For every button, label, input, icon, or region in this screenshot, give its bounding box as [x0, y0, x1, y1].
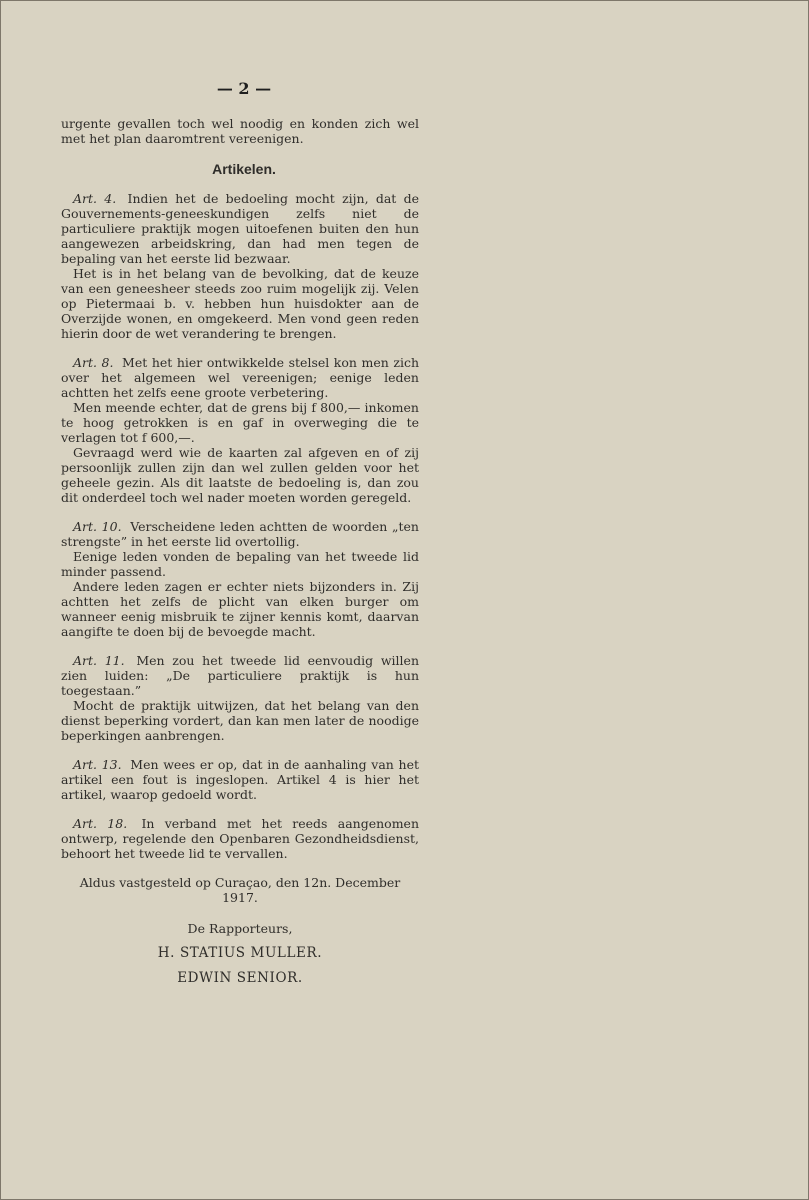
article-text: In verband met het reeds aangenomen ontwerp, regelende den Openbaren Gezondheidsdienst, behoort het tweede lid te vervallen.: [61, 816, 419, 861]
article-label: Art. 8.: [73, 355, 114, 370]
article-block-18: [61, 816, 419, 861]
article-label: Art. 4.: [73, 191, 117, 206]
article-paragraph: Eenige leden vonden de bepaling van het tweede lid minder passend.: [61, 549, 419, 579]
article-paragraph: Het is in het belang van de bevolking, dat de keuze van een geneesheer steeds zoo ruim mogelijk zij. Velen op Pietermaai b. v. hebben hun huisdokter aan de Overzijde wonen, en omgekeerd. Men vond geen reden hierin door de wet verandering te brengen.: [61, 266, 419, 341]
article-paragraph: Men meende echter, dat de grens bij f 800,— inkomen te hoog getrokken is en gaf in overweging die te verlagen tot f 600,—.: [61, 400, 419, 445]
article-paragraph: [61, 355, 419, 400]
article-label: Art. 11.: [73, 653, 125, 668]
article-text: Verscheidene leden achtten de woorden „ten strengste” in het eerste lid overtollig.: [61, 519, 419, 549]
article-paragraph: Gevraagd werd wie de kaarten zal afgeven en of zij persoonlijk zullen zijn dan wel zullen gelden voor het geheele gezin. Als dit laatste de bedoeling is, dan zou dit onderdeel toch wel nader moeten worden geregeld.: [61, 445, 419, 505]
article-label: Art. 18.: [73, 816, 128, 831]
date-line: Aldus vastgesteld op Curaçao, den 12n. December 1917.: [79, 875, 401, 905]
article-paragraph: [61, 191, 419, 266]
article-block-11: [61, 653, 419, 743]
article-block-13: [61, 757, 419, 802]
article-label: Art. 13.: [73, 757, 122, 772]
section-title: Artikelen.: [212, 161, 276, 177]
article-paragraph: Andere leden zagen er echter niets bijzonders in. Zij achtten het zelfs de plicht van elken burger om wanneer eenig misbruik te zijner kennis komt, daarvan aangifte te doen bij de bevoegde macht.: [61, 579, 419, 639]
signatory-name: H. STATIUS MULLER.: [157, 945, 323, 961]
bleed-through-shadow: [638, 61, 788, 201]
page-number: — 2 —: [216, 79, 272, 98]
article-paragraph: [61, 757, 419, 802]
article-paragraph: [61, 816, 419, 861]
document-body: [61, 81, 419, 986]
article-text: Men wees er op, dat in de aanhaling van het artikel een fout is ingeslopen. Artikel 4 is hier het artikel, waarop gedoeld wordt.: [61, 757, 419, 802]
article-block-4: [61, 191, 419, 341]
article-paragraph: [61, 653, 419, 698]
article-paragraph: [61, 519, 419, 549]
article-label: Art. 10.: [73, 519, 122, 534]
article-text: Indien het de bedoeling mocht zijn, dat de Gouvernements-geneeskundigen zelfs niet de particuliere praktijk mogen uitoefenen buiten den hun aangewezen arbeidskring, dan had men tegen de bepaling van het eerste lid bezwaar.: [61, 191, 419, 266]
article-text: Men zou het tweede lid eenvoudig willen zien luiden: „De particuliere praktijk is hun toegestaan.”: [61, 653, 419, 698]
article-paragraph: Mocht de praktijk uitwijzen, dat het belang van den dienst beperking vordert, dan kan men later de noodige beperkingen aanbrengen.: [61, 698, 419, 743]
articles-section: [61, 191, 419, 861]
article-text: Met het hier ontwikkelde stelsel kon men zich over het algemeen wel vereenigen; eenige leden achtten het zelfs eene groote verbetering.: [61, 355, 419, 400]
intro-paragraph: urgente gevallen toch wel noodig en konden zich wel met het plan daaromtrent vereenigen.: [61, 116, 419, 146]
article-block-10: [61, 519, 419, 639]
article-block-8: [61, 355, 419, 505]
rapporteurs-heading: De Rapporteurs,: [187, 921, 293, 936]
signatory-name: EDWIN SENIOR.: [177, 970, 303, 986]
